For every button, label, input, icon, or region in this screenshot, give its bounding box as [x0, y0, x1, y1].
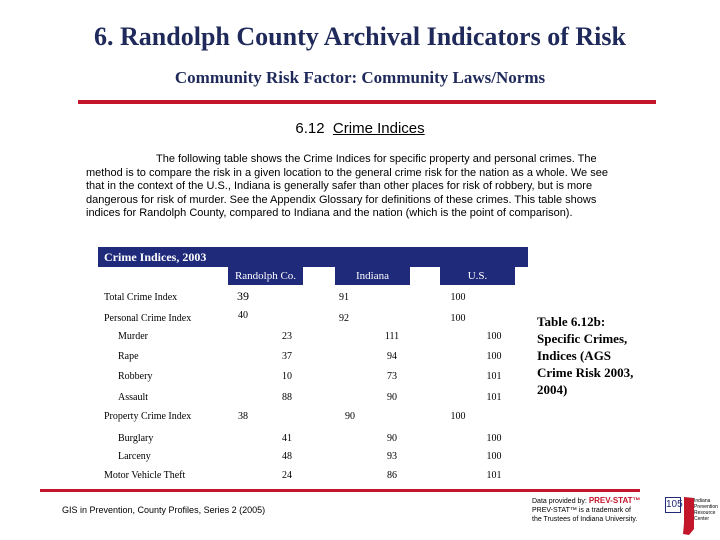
column-header: U.S. [440, 267, 515, 285]
row-label: Personal Crime Index [104, 313, 192, 324]
footer: GIS in Prevention, County Profiles, Series 2 (2005) [62, 505, 266, 515]
row-value: 40 [238, 310, 248, 321]
row-value: 90 [345, 411, 355, 422]
credit-line3: the Trustees of Indiana University. [532, 516, 638, 523]
row-value: 38 [238, 411, 248, 422]
row-label: Rape [118, 351, 139, 362]
credit-brand: PREV-STAT™ [588, 496, 641, 505]
row-label: Burglary [118, 433, 154, 444]
row-value: 39 [237, 289, 249, 303]
row-value: 94 [387, 351, 397, 362]
row-value: 101 [486, 392, 502, 403]
section-title [0, 120, 720, 137]
institute-label: Indiana Prevention Resource Center [694, 498, 718, 522]
row-value: 41 [282, 433, 292, 444]
column-header: Randolph Co. [228, 267, 303, 285]
row-value: 93 [387, 451, 397, 462]
page-title: 6. Randolph County Archival Indicators of Risk [94, 22, 626, 51]
row-label: Larceny [118, 451, 151, 462]
table-header-label: Crime Indices, 2003 [104, 250, 207, 264]
row-label: Total Crime Index [104, 292, 178, 303]
intro-paragraph: The following table shows the Crime Indices for specific property and personal crimes. The method is to compare the risk in a given location to the general crime risk for the nation as a whole. We see that in the context of the U.S., Indiana is generally safer than other places for risk of robbery, but is more dangerous for risk of murder. See the Appendix Glossary for definitions of these crimes. This table shows indices for Randolph County, compared to Indiana and the nation (which is the point of comparison). [86, 153, 608, 219]
row-value: 90 [387, 433, 397, 444]
row-value: 100 [486, 331, 502, 342]
row-label: Property Crime Index [104, 411, 192, 422]
page-subtitle: Community Risk Factor: Community Laws/Norms [174, 68, 546, 87]
row-value: 100 [450, 411, 466, 422]
row-value: 90 [387, 392, 397, 403]
credit-line2: PREV-STAT™ is a trademark of [532, 507, 631, 514]
row-value: 100 [450, 313, 466, 324]
row-value: 10 [282, 371, 292, 382]
row-value: 100 [450, 292, 466, 303]
credit-line1: Data provided by: [532, 498, 589, 505]
row-value: 24 [282, 470, 292, 481]
row-value: 91 [339, 292, 349, 303]
row-value: 92 [339, 313, 349, 324]
bottom-divider [40, 489, 640, 492]
row-value: 37 [282, 351, 292, 362]
row-value: 73 [387, 371, 397, 382]
row-value: 48 [282, 451, 292, 462]
section-number: 6.12 [295, 120, 325, 137]
row-value: 101 [486, 371, 502, 382]
side-note: Table 6.12b: Specific Crimes, Indices (AGS Crime Risk 2003, 2004) [537, 314, 634, 397]
row-value: 100 [486, 451, 502, 462]
row-value: 101 [486, 470, 502, 481]
row-value: 23 [282, 331, 292, 342]
row-value: 88 [282, 392, 292, 403]
page-number: 105 [665, 497, 681, 513]
row-label: Robbery [118, 371, 153, 382]
row-label: Motor Vehicle Theft [104, 470, 186, 481]
table-header [98, 247, 528, 267]
column-header: Indiana [335, 267, 410, 285]
row-value: 100 [486, 351, 502, 362]
row-label: Assault [118, 392, 148, 403]
row-value: 86 [387, 470, 397, 481]
credit [532, 496, 662, 524]
row-value: 111 [384, 331, 400, 342]
top-divider [78, 100, 656, 104]
row-value: 100 [486, 433, 502, 444]
row-label: Murder [118, 331, 148, 342]
section-label: Crime Indices [332, 120, 425, 137]
